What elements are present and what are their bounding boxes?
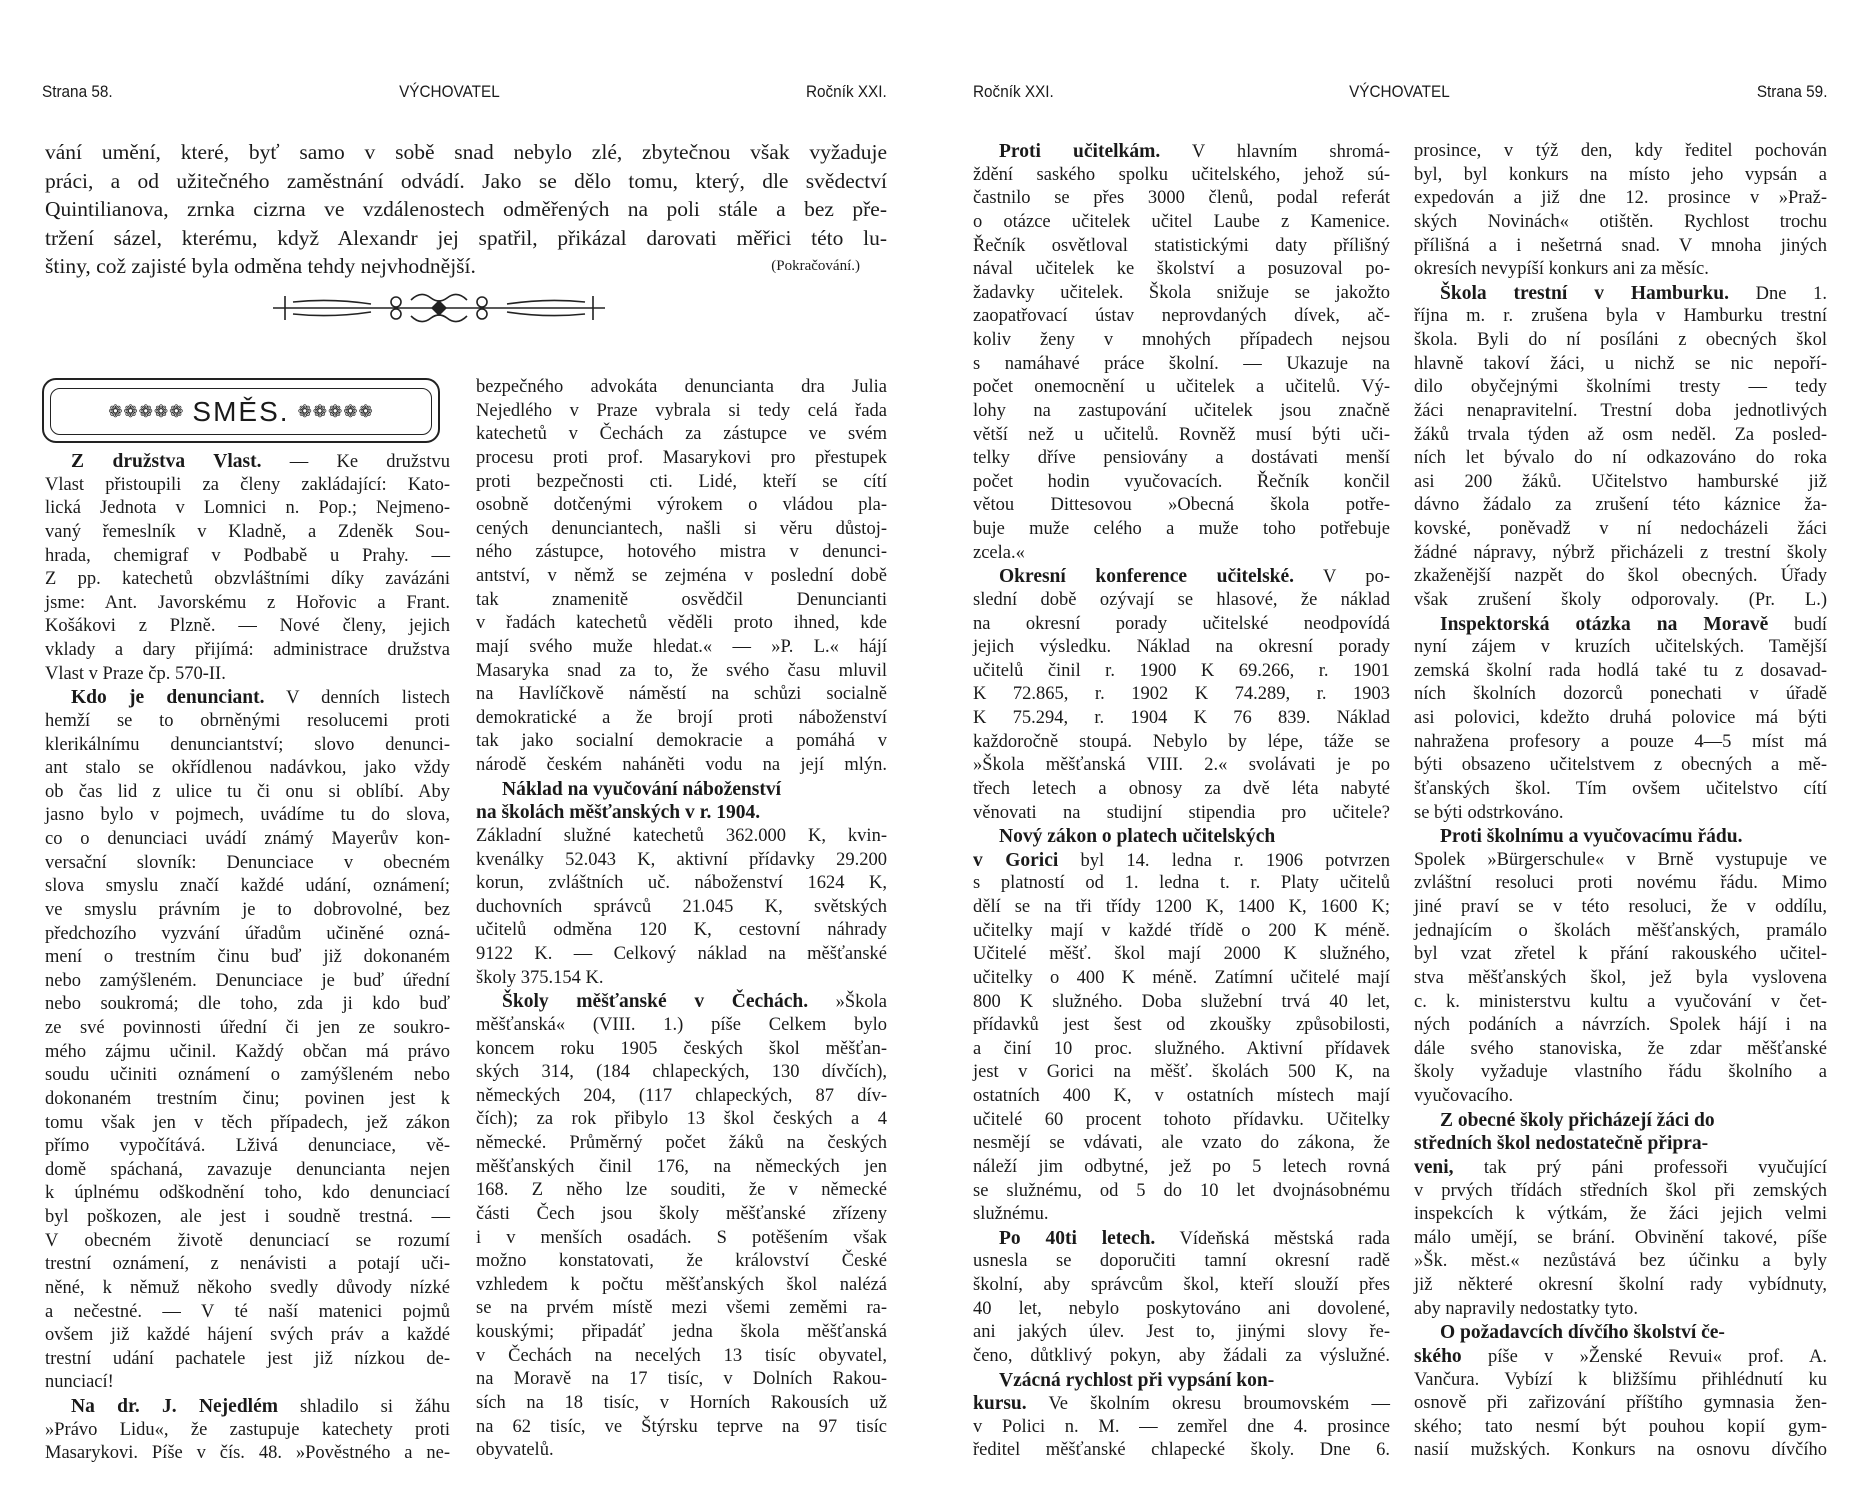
text-line: na Havlíčkově náměstí na schůzi socialně [476,684,887,705]
text-line: osobně dotčenými výrokem o vládou pla- [476,495,887,516]
text-line: »Právo Lidu«, že zastupuje katechety proti [45,1419,450,1440]
continued-paragraph [45,138,887,281]
text-line: ostatních 400 K, v ostatních místech mají [973,1086,1390,1106]
journal-title-left: VÝCHOVATEL [399,82,500,101]
article-heading: na školách měšťanských v r. 1904. [476,802,761,824]
text-line: ních let bývalo do ní odkazováno do roka [1414,448,1827,469]
text-line: ských 314, (184 chlapeckých, 130 dívčích), [476,1062,887,1083]
text-line [1414,802,1827,826]
text-line: usnesla se doporučiti tamní okresní radě [973,1251,1390,1272]
text-line: se na prvém místě mezi všemi zeměmi ra- [476,1298,887,1319]
text-line: 40 let, nebylo poskytováno ani dovolené, [973,1298,1390,1319]
text-line: na okresní porady učitelské neodpovídá [973,613,1390,634]
text-line: katechetů v Čechách za zástupce ve svém [476,424,887,445]
ornament-divider-icon [271,288,607,328]
text-line: ovšem již každé hájení svých práv a každé [45,1325,450,1346]
article-heading: ského [1414,1345,1462,1367]
article-text: služnému. [973,1204,1049,1225]
text-line: zemská školní rada hodlá také tu z dosavad- [1414,660,1827,681]
text-line: Vančura. Vybízí k bližšímu přihlédnutí ku [1414,1369,1827,1390]
text-line: hlavně takoví žáci, u nichž se nic nepoří- [1414,353,1827,374]
text-line: tak jako socialní demokracie a pomáhá v [476,731,887,752]
article-text: Vídeňská městská rada [1155,1228,1390,1249]
text-line: kovské, poněvadž v ní nedocházeli žáci [1414,519,1827,539]
text-line: dilo obyčejnými školními tresty — tedy [1414,377,1827,398]
text-line: duchovních správců 21.045 K, světských [476,896,887,917]
text-line: třech letech a obnosy za dvě léta nabyté [973,778,1390,799]
text-line: v řadách katechetů věděli proto ihned, kde [476,613,887,634]
article-text: budí [1768,614,1827,635]
text-line: ného zástupce, hotového mistra v denunci- [476,542,887,563]
article-heading: Nový zákon o platech učitelských [999,826,1276,848]
text-line: ani jakých úlev. Jest to, jinými slovy ře- [973,1322,1390,1343]
text-line: národě českém naháněti vodu na její mlýn. [476,755,887,775]
text-line [1414,613,1827,637]
text-line: čích); za rok přibylo 13 škol českých a 4 [476,1109,887,1130]
text-line: přílišná a i nešetrná snad. V mnoha jiných [1414,235,1827,256]
article-text: píše v »Ženské Revui« prof. A. [1461,1346,1827,1367]
text-line: Spolek »Bürgerschule« v Brně vystupuje ve [1414,849,1827,870]
text-line: nesmějí se vdávati, ale vzato do zákona, že [973,1133,1390,1154]
text-line: předchozího vyzvání úřadům učiněné ozná- [45,923,450,944]
article-text: obyvatelů. [476,1440,554,1461]
text-line: jejich výsledku. Náklad na okresní porady [973,637,1390,658]
text-line: žadavky učitelek. Škola snižuje se jakožto [973,282,1390,303]
text-line: jsme: Ant. Javorskému z Hořovic a Frant. [45,592,450,613]
text-line [1414,825,1827,849]
journal-title-right: VÝCHOVATEL [1349,82,1450,101]
text-line: školy vyžaduje vlastního řádu školního a [1414,1062,1827,1083]
text-line: K 75.294, r. 1904 K 76 839. Náklad [973,708,1390,728]
text-line [1414,1345,1827,1369]
text-line: větší než u učitelů. Rovněž musí býti uči- [973,424,1390,445]
article-text: Vlast v Praze čp. 570-II. [45,663,226,684]
page-number-left: Strana 58. [42,82,113,101]
text-line: hemží se to obrněnými resolucemi proti [45,710,450,731]
text-line: nebo soukromá; dle toho, zda ji kdo buď [45,994,450,1015]
text-line: lohy na zastupování učitelek jsou značně [973,400,1390,421]
article-text: štiny, což zajisté byla odměna tehdy nejvhodnější. [45,254,476,279]
article-heading: Z družstva Vlast. [71,451,262,472]
article-text: nunciací! [45,1372,114,1393]
text-line: školní, aby správcům škol, kteří slouží přes [973,1275,1390,1295]
article-heading: Proti školnímu a vyučovacímu řádu. [1440,826,1743,848]
text-line: a nečestné. — V té naší matenici pojmů [45,1301,450,1322]
text-line [973,849,1390,873]
text-line [973,140,1390,164]
article-text: — Ke družstvu [261,452,450,472]
text-line: V obecném životě denunciací se rozumí [45,1230,450,1251]
section-heading-box [42,378,440,443]
text-line: nebo zamýšleném. Denunciace je buď úřední [45,970,450,991]
text-line: byl, byl konkurs na místo jeho vypsán a [1414,164,1827,185]
text-line: s namáhavé práce školní. — Ukazuje na [973,353,1390,374]
text-line: Učitelé měšť. škol mají 2000 K služného, [973,944,1390,965]
text-line: zvláštní resoluci proti novému řádu. Mimo [1414,873,1827,894]
article-heading: Okresní konference učitelské. [999,566,1295,588]
text-line: vklady a dary přijímá: administrace družstva [45,640,450,660]
text-line: nával učitelek ke školství a posuzoval po- [973,259,1390,280]
article-heading: veni, [1414,1156,1454,1178]
text-line: s platností od 1. ledna t. r. Platy učitelů [973,873,1390,894]
article-text: Ve školním okresu broumovském — [1026,1394,1390,1415]
text-line: přídavků jest šest od zkoušky způsobilosti, [973,1015,1390,1036]
text-line [1414,1109,1827,1133]
article-text: Dne 1. [1728,283,1827,304]
article-heading: středních škol nedostatečně připra- [1414,1133,1709,1155]
text-line: v Polici n. M. — zemřel dne 4. prosince [973,1416,1390,1437]
column-left-1 [45,450,450,1466]
text-line [45,663,450,687]
column-right-2 [1414,140,1827,1463]
text-line: koliv ženy v mnohých případech nejsou [973,330,1390,350]
text-line: ze své povinnosti úřední či jen ze soukro- [45,1018,450,1038]
text-line [45,450,450,474]
text-line: bezpečného advokáta denuncianta dra Julia [476,377,887,397]
text-line: učitelé 60 procent tohoto přídavku. Učitelky [973,1109,1390,1130]
text-line: vaný řemeslník v Kladně, a Zdeněk Sou- [45,521,450,542]
text-line: demokratické a že brojí proti náboženství [476,707,887,728]
text-line [476,1439,887,1463]
text-line: o otázce učitelek učitel Laube z Kamenice. [973,211,1390,232]
text-line [1414,1085,1827,1109]
text-line: šťanských škol. Tím ovšem učitelstvo cítí [1414,778,1827,799]
text-line: 800 K služného. Doba služební trvá 40 let, [973,991,1390,1012]
text-line: klerikálnímu denunciantství; slovo denunci- [45,734,450,755]
text-line [1414,282,1827,306]
text-line: proti bezpečnosti cti. Lidé, kteří se cítí [476,471,887,492]
text-line: zkaženější nazpět do škol obecných. Úřady [1414,566,1827,587]
article-heading: Na dr. J. Nejedlém [71,1396,278,1417]
text-line [973,1392,1390,1416]
text-line: Řečník osvětloval statistickými daty přílišný [973,235,1390,256]
text-line: větou Dittesovou »Obecná škola potře- [973,495,1390,516]
text-line: náleží jim odbytné, jež po 5 letech rovná [973,1156,1390,1177]
article-text: V po- [1294,567,1390,588]
article-text: V denních listech [264,688,451,709]
article-text: byl 14. ledna r. 1906 potvrzen [1058,850,1390,871]
text-line [45,1395,450,1419]
text-line: německé. Průměrný počet žáků na českých [476,1133,887,1153]
text-line: expedován a již dne 12. prosince v »Praž- [1414,188,1827,209]
text-line: vání umění, které, byť samo v sobě snad nebylo zlé, zbytečnou však vyžaduje [45,140,887,164]
text-line: počet hodin vyučovacích. Řečník končil [973,471,1390,492]
text-line: však zrušení školy odporovaly. (Pr. L.) [1414,589,1827,610]
text-line: škola. Byli do ní posíláni z obecných škol [1414,330,1827,350]
text-line: Košákovi z Plzně. — Nové členy, jejich [45,616,450,637]
text-line [1414,1321,1827,1345]
text-line: možno konstatovati, že království České [476,1251,887,1272]
article-heading: kursu. [973,1393,1027,1415]
text-line [45,1371,450,1395]
text-line [1414,1156,1827,1180]
article-heading: Z obecné školy přicházejí žáci do [1440,1109,1715,1131]
text-line: v Čechách na necelých 13 tisíc obyvatel, [476,1345,887,1366]
text-line: Nejedlého v Praze vybrala si tedy celá řada [476,400,887,421]
text-line: jasno bylo v pojmech, uvádíme tu do slova, [45,805,450,826]
text-line [45,686,450,710]
text-line: trestní oznámení, z nenávisti a potají uči- [45,1254,450,1275]
text-line: dokonaném trestním činu; povinen jest k [45,1088,450,1109]
text-line: ob čas lid z ulice tu či onu si oblíbí. Aby [45,781,450,802]
text-line: ných podáních a návrzích. Spolek hájí i na [1414,1015,1827,1036]
text-line: buje muže celého a muže toho potřebuje [973,519,1390,539]
text-line: býti obsazeno učitelstvem z obecných a mě- [1414,755,1827,776]
text-line: čeno, důtklivý pokyn, aby žádali za výslužné. [973,1345,1390,1366]
volume-right: Ročník XXI. [973,82,1054,101]
text-line [476,778,887,802]
column-right-1 [973,140,1390,1463]
article-text: tak prý páni professoři vyučující [1453,1157,1827,1178]
text-line: vzhledem k počtu měšťanských škol nalézá [476,1274,887,1295]
text-line: kouskými; připadáť jedna škola měšťanská [476,1322,887,1342]
text-line: ských Novinách« otištěn. Rychlost trochu [1414,211,1827,232]
text-line: domě spáchaná, zavazuje denuncianta nejen [45,1159,450,1180]
text-line: dělí se na tři třídy 1200 K, 1400 K, 1600 K; [973,897,1390,917]
page-number-right: Strana 59. [1756,82,1827,101]
text-line [973,1203,1390,1227]
text-line: na Moravě na 17 tisíc, v Dolních Rakou- [476,1369,887,1390]
article-text: »Škola [808,992,887,1013]
text-line: kvenálky 52.043 K, aktivní přídavky 29.200 [476,849,887,870]
text-line: hrada, chemigraf v Podbabě u Prahy. — [45,545,450,566]
text-line: mají svého muže hledat.« — »P. L.« hájí [476,636,887,657]
text-line: tak znamenitě osvědčil Denuncianti [476,589,887,610]
article-heading: Kdo je denunciant. [71,687,265,709]
text-line: slední době ozývají se hlasové, že náklad [973,589,1390,610]
text-line: počet onemocnění u učitelek a učitelů. Vý- [973,377,1390,398]
article-heading: Proti učitelkám. [999,141,1161,162]
text-line: žáci nenapravitelní. Trestní doba jednotlivých [1414,400,1827,421]
text-line: prosince, v týž den, kdy ředitel pochován [1414,141,1827,161]
text-line: versační slovník: Denunciace v obecném [45,852,450,873]
article-text: okresích nevypíší konkurs ani za měsíc. [1414,259,1709,280]
text-line: přímo vypočítává. Lživá denunciace, vě- [45,1136,450,1157]
text-line: cených denunciantech, našli si věru důstoj- [476,518,887,539]
text-line: jednajícím o školách měšťanských, pramálo [1414,920,1827,941]
text-line: dávno žádalo za zrušení této káznice ža- [1414,495,1827,516]
text-line [1414,258,1827,282]
text-line: mého zájmu učinil. Každý občan má právo [45,1041,450,1062]
article-text: shladilo si žáhu [278,1397,450,1417]
text-line: ních školních dozorců ponechati v úřadě [1414,684,1827,705]
text-line: »Šk. měst.« nezůstává bez účinku a byly [1414,1251,1827,1272]
text-line: Vlast přistoupili za členy zakládající: Kato- [45,474,450,495]
article-heading: Škola trestní v Hamburku. [1440,282,1729,304]
article-heading: O požadavcích dívčího školství če- [1440,1322,1725,1344]
text-line: osnově při zařizování příštího gymnasia žen- [1414,1393,1827,1414]
text-line: učitelů činil r. 1900 K 69.266, r. 1901 [973,660,1390,681]
article-text: vyučovacího. [1414,1086,1514,1106]
text-line: sích na 18 tisíc, v Horních Rakousích už [476,1392,887,1413]
text-line: dále svého stanoviska, že zdar měšťanské [1414,1038,1827,1059]
text-line: učitelů odměna 120 K, cestovní náhrady [476,920,887,941]
text-line: trestní udání pachatele jest již nízkou de- [45,1348,450,1369]
text-line: procesu proti prof. Masarykovi pro přestupek [476,447,887,468]
text-line: málo umějí, se brání. Obvinění takové, píše [1414,1227,1827,1248]
text-line: 168. Z něho lze souditi, že v německé [476,1180,887,1201]
text-line [973,1369,1390,1393]
text-line: října m. r. zrušena byla v Hamburku trestní [1414,306,1827,327]
text-line: telky dříve pensiovány a dostávati menší [973,448,1390,469]
text-line: v prvých třídách středních škol při zemských [1414,1180,1827,1201]
text-line: soudu učiniti oznámení o zamýšleném nebo [45,1065,450,1086]
text-line [973,1227,1390,1251]
article-heading: Vzácná rychlost při vypsání kon- [999,1369,1275,1391]
text-line [476,967,887,991]
text-line: co o denunciaci uvádí známý Mayerův kon- [45,829,450,849]
text-line: k úplnému odškodnění toho, kdo denunciací [45,1183,450,1204]
text-line: ve smyslu právním je to dobrovolné, bez [45,899,450,920]
text-line: a činí 10 proc. služného. Aktivní přídavek [973,1038,1390,1059]
text-line: lická Jednota v Lomnici n. Pop.; Nejmeno- [45,498,450,519]
article-text: V hlavním shromá- [1160,142,1390,162]
text-line: již některé okresní školní rady vybídnuty, [1414,1275,1827,1295]
continued-note: (Pokračování.) [771,258,860,274]
text-line: tomu však jen v těch případech, jež zákon [45,1112,450,1133]
text-line: ždění saského spolku učitelského, jehož sú- [973,164,1390,185]
text-line: Quintilianova, zrnka cizrna ve vzdálenostech odměřených na poli stále a bez pře- [45,197,887,222]
text-line [476,801,887,825]
article-heading: Po 40ti letech. [999,1227,1156,1249]
text-line: na 62 tisíc, ve Štýrsku teprve na 97 tisíc [476,1416,887,1437]
text-line: se služnému, od 5 do 10 let dvojnásobnému [973,1180,1390,1201]
column-left-2 [476,376,887,1463]
article-text: zcela.« [973,542,1025,563]
text-line: c. k. ministerstvu kultu a vyučování v čet- [1414,991,1827,1012]
text-line: učitelky mají v každé třídě o 200 K méně. [973,920,1390,941]
text-line [1414,1298,1827,1322]
text-line: inspekcích k výtkám, že žáci jejich velmi [1414,1204,1827,1225]
text-line: jiné praví se v této resoluci, že v oddílu, [1414,897,1827,917]
text-line: každoročně stoupá. Nebylo by lépe, táže se [973,731,1390,752]
article-text: aby napravily nedostatky tyto. [1414,1298,1639,1319]
text-line: jest v Gorici na měšť. školách 500 K, na [973,1062,1390,1083]
text-line: i v menších osadách. S potěšením však [476,1227,887,1248]
article-heading: Školy měšťanské v Čechách. [502,991,809,1013]
text-line: asi 200 žáků. Učitelstvo hamburské již [1414,471,1827,492]
text-line: Masaryka snad za to, že svého času mluvil [476,660,887,681]
text-line [45,252,887,281]
text-line: asi polovici, kdežto druhá polovice má býti [1414,708,1827,728]
text-line: věnovati na studijní stipendia pro učitele? [973,802,1390,823]
text-line: tržení sázel, kterému, když Alexandr jej spatřil, přikázal darovati měřici této lu- [45,225,887,250]
rosette-icon: ❁❁❁❁❁ [297,401,374,422]
text-line: něné, k němuž někoho svedly důvody nízké [45,1277,450,1298]
article-heading: v Gorici [973,849,1059,871]
text-line: části Čech jsou školy měšťanské zřízeny [476,1203,887,1224]
text-line: nasií mužských. Konkurs na osnovu dívčího [1414,1440,1827,1461]
article-heading: Náklad na vyučování náboženství [502,778,782,800]
text-line: koncem roku 1905 českých škol měšťan- [476,1038,887,1059]
text-line: nyní zájem v kruzích učitelských. Tamější [1414,637,1827,658]
text-line: práci, a od užitečného zaměstnání odvádí. Jako se dělo tomu, který, dle svědectví [45,168,887,193]
text-line: byl poškozen, ale jest i soudně trestná. — [45,1207,450,1227]
text-line: zaopatřovací ústav neprovdaných dívek, ač- [973,306,1390,327]
text-line: ant stalo se okřídlenou nadávkou, jako vždy [45,758,450,779]
article-text: se býti odstrkováno. [1414,802,1564,823]
text-line: stva měšťanských škol, jež byla vyslovena [1414,967,1827,988]
text-line [973,542,1390,566]
text-line: »Škola měšťanská VIII. 2.« svolávati je po [973,755,1390,776]
text-line [1414,1132,1827,1156]
article-text: školy 375.154 K. [476,967,604,988]
rosette-icon: ❁❁❁❁❁ [108,401,185,422]
text-line: německých 204, (117 chlapeckých, 87 dív- [476,1085,887,1106]
text-line: nahražena profesory a pouze 4—5 míst má [1414,731,1827,752]
text-line: Masarykovi. Píše v čís. 48. »Pověstného a ne- [45,1443,450,1464]
text-line: měšťanských činil 176, na německých jen [476,1156,887,1177]
text-line: měšťanská« (VIII. 1.) píše Celkem bylo [476,1014,887,1035]
text-line: byl vzat zřetel k přání rakouského učitel- [1414,944,1827,965]
text-line: ředitel měšťanské chlapecké školy. Dne 6. [973,1440,1390,1461]
text-line: ského; tato nesmí být pouhou kopií gym- [1414,1416,1827,1437]
article-heading: Inspektorská otázka na Moravě [1440,613,1769,635]
text-line: K 72.865, r. 1902 K 74.289, r. 1903 [973,684,1390,705]
text-line: častnilo se přes 3000 členů, podal referát [973,188,1390,209]
text-line: slova smyslu značí každé udání, oznámení; [45,876,450,897]
text-line: učitelky o 400 K méně. Zatímní učitelé mají [973,967,1390,988]
text-line [973,825,1390,849]
text-line: mení o trestním činu buď již dokonaném [45,947,450,968]
text-line: korun, zvláštních uč. náboženství 1624 K, [476,873,887,894]
volume-left: Ročník XXI. [806,82,887,101]
text-line: Z pp. katechetů obzvláštními díky zavázáni [45,569,450,590]
text-line [973,565,1390,589]
text-line: Základní služné katechetů 362.000 K, kvin- [476,825,887,846]
text-line: antství, v němž se zejména v poslední době [476,566,887,586]
section-title: SMĚS. [192,395,290,427]
text-line: žáků trvala týden až osm neděl. Za posled- [1414,424,1827,445]
text-line: 9122 K. — Celkový náklad na měšťanské [476,944,887,964]
text-line [476,990,887,1014]
text-line: žádné nápravy, nýbrž přicházeli z trestní školy [1414,542,1827,563]
